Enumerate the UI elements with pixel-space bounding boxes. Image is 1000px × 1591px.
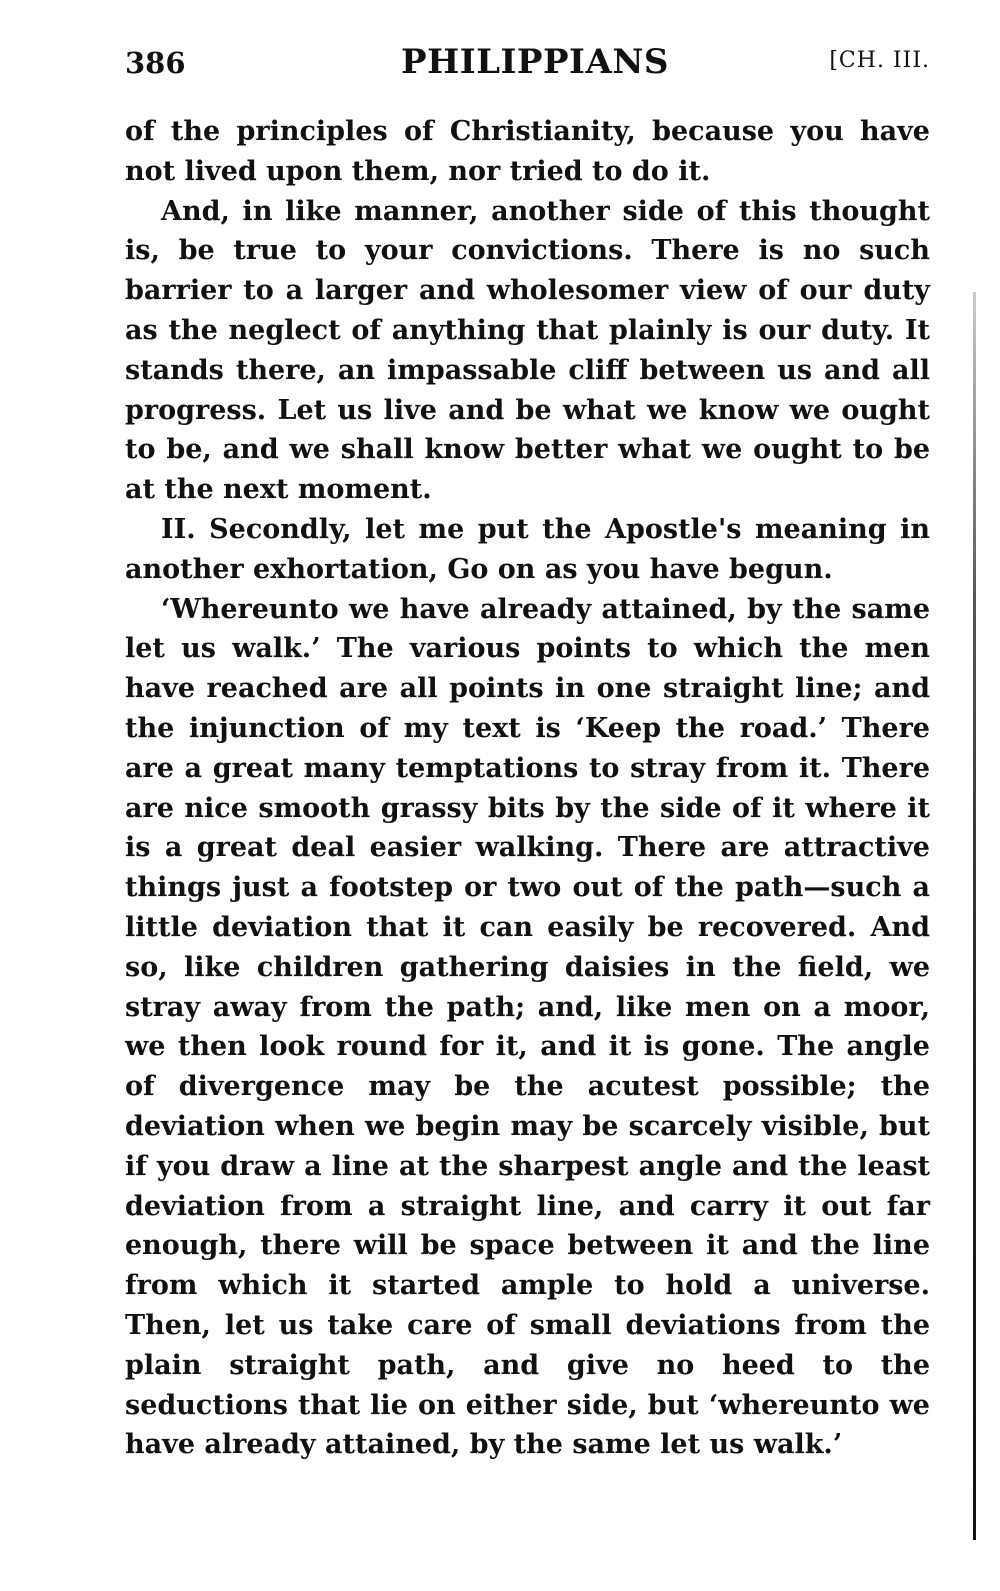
body-text [125,112,930,1465]
paragraph-secondly: II. Secondly, let me put the Apostle's meaning in another exhortation, Go on as you have begun. [125,513,930,585]
chapter-reference: [CH. III. [829,48,930,73]
page-number: 386 [125,46,186,80]
paragraph-continuation: of the principles of Christianity, because you have not lived upon them, nor tried to do it. [125,116,930,187]
page-edge-rule [973,292,976,1540]
running-title: PHILIPPIANS [401,42,669,82]
paragraph-whereunto: ‘Whereunto we have already attained, by the same let us walk.’ The various points to which the men have reached are all points in one straight line; and the injunction of my text is ‘Keep the road.’ There are a great many temptations to stray from it. There are nice smooth grassy bits by the side of it where it is a great deal easier walking. There are attractive things just a footstep or two out of the path—such a little deviation that it can easily be recovered. And so, like children gathering daisies in the field, we stray away from the path; and, like men on a moor, we then look round for it, and it is gone. The angle of divergence may be the acutest possible; the deviation when we begin may be scarcely visible, but if you draw a line at the sharpest angle and the least deviation from a straight line, and carry it out far enough, there will be space between it and the line from which it started ample to hold a universe. Then, let us take care of small deviations from the plain straight path, and give no heed to the seductions that lie on either side, but ‘whereunto we have already attained, by the same let us walk.’ [125,593,930,1461]
running-head [125,38,930,88]
paragraph-convictions: And, in like manner, another side of this thought is, be true to your convictions. There is no such barrier to a larger and wholesomer view of our duty as the neglect of anything that plainly is our duty. It stands there, an impassable cliff between us and all progress. Let us live and be what we know we ought to be, and we shall know better what we ought to be at the next moment. [125,195,930,506]
